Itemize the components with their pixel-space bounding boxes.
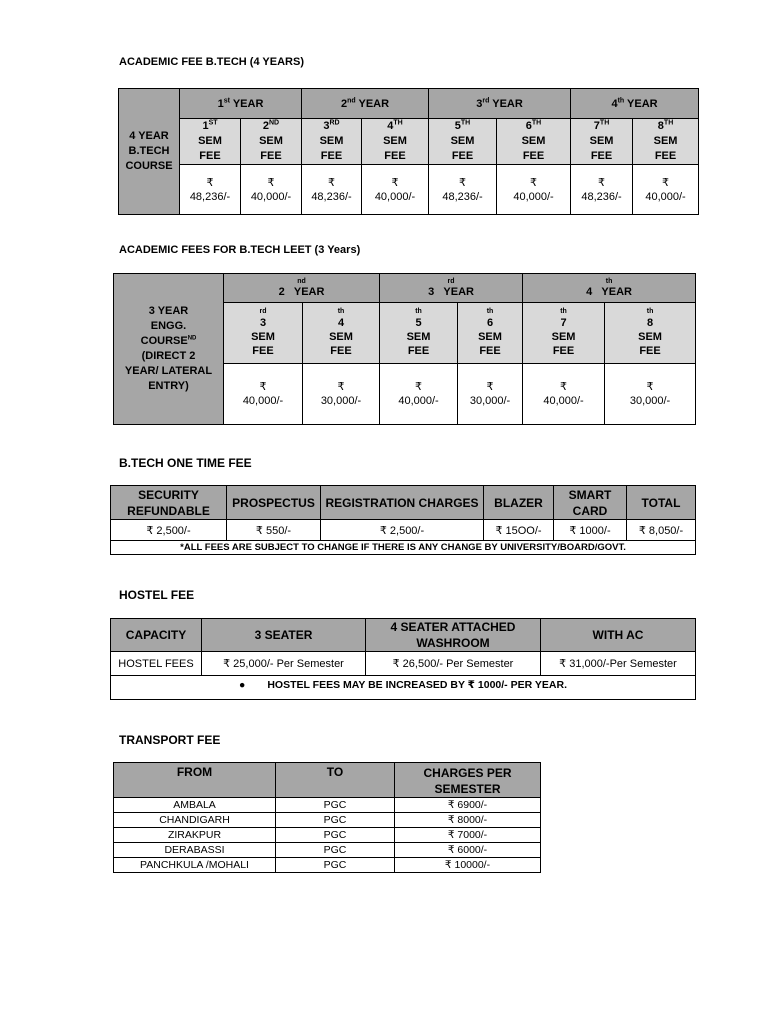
transport-charge: ₹ 6000/- (395, 843, 541, 858)
btech-sem-1-fee: ₹ 48,236/- (180, 165, 241, 215)
from-city: AMBALA (114, 798, 276, 813)
btech-year-3-header: 3rd YEAR (429, 89, 571, 119)
to-destination: PGC (276, 828, 395, 843)
btech-sem-7-header: 7TH SEM FEE (571, 119, 633, 165)
leet-fee-table (113, 273, 696, 425)
hostel-fees-label: HOSTEL FEES (111, 652, 202, 676)
onetime-fee-table (110, 485, 696, 555)
registration-charges-header: REGISTRATION CHARGES (321, 486, 484, 520)
btech-course-label: 4 YEAR B.TECH COURSE (119, 89, 180, 215)
btech-sem-4-header: 4TH SEM FEE (362, 119, 429, 165)
btech-year-4-header: 4th YEAR (571, 89, 699, 119)
fee-change-note: *ALL FEES ARE SUBJECT TO CHANGE IF THERE IS ANY CHANGE BY UNIVERSITY/BOARD/GOVT. (111, 541, 696, 555)
transport-charge: ₹ 10000/- (395, 858, 541, 873)
leet-course-label: 3 YEAR ENGG. $COURSE^{ND}$ (DIRECT 2 YEAR/ LATERAL ENTRY) (114, 274, 224, 425)
to-header: TO (276, 763, 395, 798)
btech-year-2-header: 2nd YEAR (302, 89, 429, 119)
table-row (114, 843, 541, 858)
three-seater-fee: ₹ 25,000/- Per Semester (202, 652, 366, 676)
to-destination: PGC (276, 798, 395, 813)
blazer-header: BLAZER (484, 486, 554, 520)
onetime-fee-title: B.TECH ONE TIME FEE (119, 456, 252, 470)
btech-sem-2-fee: ₹ 40,000/- (241, 165, 302, 215)
table-row (114, 813, 541, 828)
btech-sem-7-fee: ₹ 48,236/- (571, 165, 633, 215)
leet-sem-5-header: th 5 SEM FEE (380, 303, 458, 364)
from-header: FROM (114, 763, 276, 798)
four-seater-header: 4 SEATER ATTACHED WASHROOM (366, 619, 541, 652)
blazer-value: ₹ 15OO/- (484, 520, 554, 541)
prospectus-header: PROSPECTUS (227, 486, 321, 520)
to-destination: PGC (276, 858, 395, 873)
charges-per-semester-header: CHARGES PER SEMESTER (395, 763, 541, 798)
transport-charge: ₹ 7000/- (395, 828, 541, 843)
leet-sem-7-header: th 7 SEM FEE (523, 303, 605, 364)
btech-year-1-header: 1st YEAR (180, 89, 302, 119)
with-ac-fee: ₹ 31,000/-Per Semester (541, 652, 696, 676)
btech-sem-8-fee: ₹ 40,000/- (633, 165, 699, 215)
btech-sem-5-header: 5TH SEM FEE (429, 119, 497, 165)
leet-sem-4-header: th 4 SEM FEE (303, 303, 380, 364)
four-seater-fee: ₹ 26,500/- Per Semester (366, 652, 541, 676)
leet-sem-6-fee: ₹ 30,000/- (458, 364, 523, 425)
transport-fee-title: TRANSPORT FEE (119, 733, 221, 747)
from-city: DERABASSI (114, 843, 276, 858)
btech-fee-table (118, 88, 699, 215)
to-destination: PGC (276, 813, 395, 828)
prospectus-value: ₹ 550/- (227, 520, 321, 541)
leet-year-3-header: rd 3 YEAR (380, 274, 523, 303)
hostel-fee-table (110, 618, 696, 700)
leet-year-4-header: th 4 YEAR (523, 274, 696, 303)
btech-sem-1-header: 1ST SEM FEE (180, 119, 241, 165)
hostel-increase-note: ● HOSTEL FEES MAY BE INCREASED BY ₹ 1000/- PER YEAR. (111, 676, 696, 700)
security-refundable-value: ₹ 2,500/- (111, 520, 227, 541)
table-row (114, 798, 541, 813)
from-city: ZIRAKPUR (114, 828, 276, 843)
security-refundable-header: SECURITY REFUNDABLE (111, 486, 227, 520)
leet-fee-title: ACADEMIC FEES FOR B.TECH LEET (3 Years) (119, 244, 361, 256)
to-destination: PGC (276, 843, 395, 858)
btech-sem-5-fee: ₹ 48,236/- (429, 165, 497, 215)
transport-fee-table (113, 762, 541, 873)
leet-year-2-header: nd 2 YEAR (224, 274, 380, 303)
bullet-icon: ● (239, 679, 246, 691)
btech-sem-6-fee: ₹ 40,000/- (497, 165, 571, 215)
transport-charge: ₹ 8000/- (395, 813, 541, 828)
leet-sem-3-header: rd 3 SEM FEE (224, 303, 303, 364)
from-city: PANCHKULA /MOHALI (114, 858, 276, 873)
table-row (114, 858, 541, 873)
btech-sem-3-fee: ₹ 48,236/- (302, 165, 362, 215)
total-header: TOTAL (627, 486, 696, 520)
btech-sem-3-header: 3RD SEM FEE (302, 119, 362, 165)
btech-sem-4-fee: ₹ 40,000/- (362, 165, 429, 215)
transport-charge: ₹ 6900/- (395, 798, 541, 813)
total-value: ₹ 8,050/- (627, 520, 696, 541)
leet-sem-8-header: th 8 SEM FEE (605, 303, 696, 364)
smart-card-header: SMART CARD (554, 486, 627, 520)
btech-sem-2-header: 2ND SEM FEE (241, 119, 302, 165)
btech-sem-8-header: 8TH SEM FEE (633, 119, 699, 165)
btech-sem-6-header: 6TH SEM FEE (497, 119, 571, 165)
capacity-header: CAPACITY (111, 619, 202, 652)
hostel-fee-title: HOSTEL FEE (119, 588, 195, 602)
leet-sem-6-header: th 6 SEM FEE (458, 303, 523, 364)
smart-card-value: ₹ 1000/- (554, 520, 627, 541)
leet-sem-4-fee: ₹ 30,000/- (303, 364, 380, 425)
table-row (114, 828, 541, 843)
from-city: CHANDIGARH (114, 813, 276, 828)
registration-charges-value: ₹ 2,500/- (321, 520, 484, 541)
with-ac-header: WITH AC (541, 619, 696, 652)
three-seater-header: 3 SEATER (202, 619, 366, 652)
leet-sem-5-fee: ₹ 40,000/- (380, 364, 458, 425)
leet-sem-7-fee: ₹ 40,000/- (523, 364, 605, 425)
leet-sem-8-fee: ₹ 30,000/- (605, 364, 696, 425)
btech-fee-title: ACADEMIC FEE B.TECH (4 YEARS) (119, 56, 304, 68)
leet-sem-3-fee: ₹ 40,000/- (224, 364, 303, 425)
